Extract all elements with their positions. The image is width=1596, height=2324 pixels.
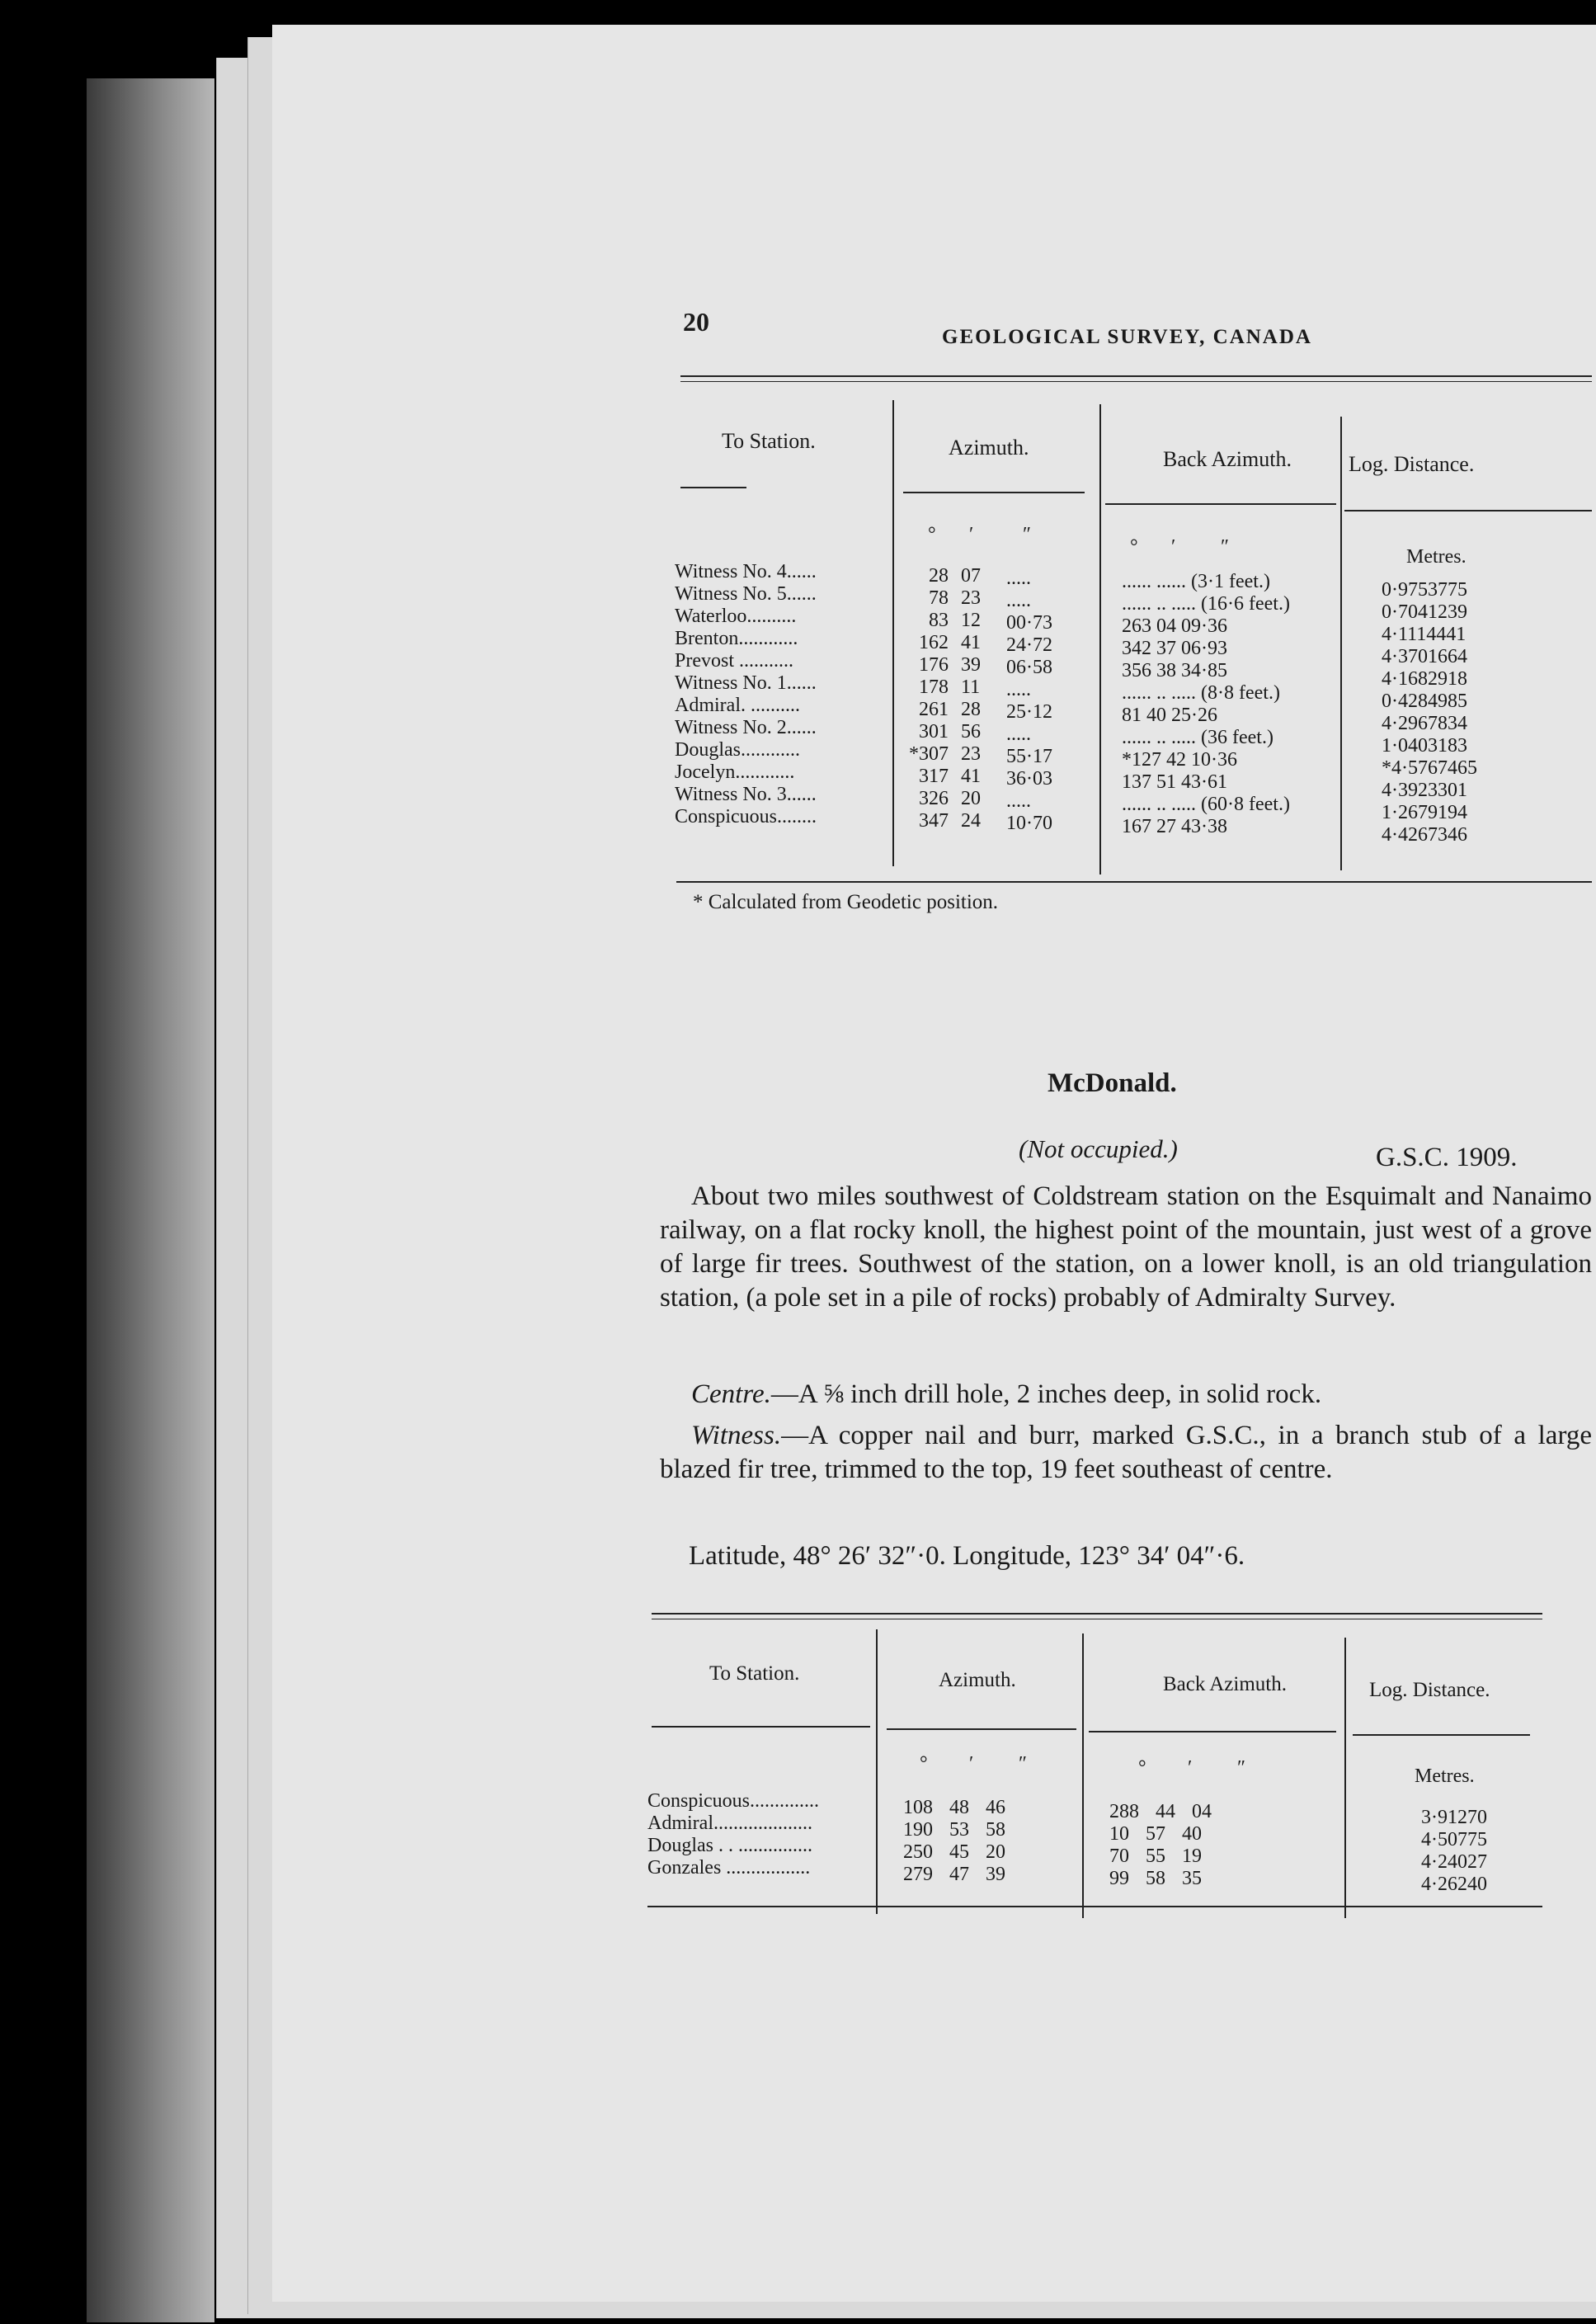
rule <box>680 487 746 488</box>
azimuth-minutes: 20 <box>961 788 981 809</box>
log-distance-column <box>1382 579 1505 846</box>
rule <box>647 1906 1542 1907</box>
occupation-status: (Not occupied.) <box>1019 1134 1178 1163</box>
azimuth-minutes: 41 <box>961 766 981 787</box>
azimuth-degrees: 176 <box>919 654 949 676</box>
azimuth-seconds: ..... <box>1006 790 1031 812</box>
azimuth-degrees: *307 <box>909 743 949 765</box>
rule <box>887 1728 1076 1730</box>
log-distance: *4·5767465 <box>1382 757 1477 779</box>
azimuth-degrees: 162 <box>919 632 949 653</box>
log-distance: 4·3701664 <box>1382 646 1467 667</box>
header-azimuth: Azimuth. <box>949 436 1029 460</box>
coordinates: Latitude, 48° 26′ 32″·0. Longitude, 123° 34′ 04″·6. <box>689 1541 1245 1571</box>
station-column <box>675 561 889 828</box>
rule <box>1353 1734 1530 1736</box>
station-name: Conspicuous........ <box>675 806 817 827</box>
back-azimuth: 70 55 19 <box>1109 1846 1202 1867</box>
centre-label: Centre. <box>691 1379 771 1409</box>
column-rule <box>892 400 894 866</box>
station-name: Conspicuous.............. <box>647 1790 820 1812</box>
back-azimuth: 263 04 09·36 <box>1122 615 1227 637</box>
back-azimuth-column <box>1122 571 1340 838</box>
unit-seconds: ″ <box>1237 1757 1245 1779</box>
column-rule <box>1344 1638 1346 1918</box>
back-azimuth: 99 58 35 <box>1109 1868 1202 1889</box>
station-name: Witness No. 4...... <box>675 561 817 582</box>
unit-metres: Metres. <box>1415 1765 1475 1787</box>
station-name: Admiral. .......... <box>675 695 800 716</box>
station-name: Witness No. 2...... <box>675 717 817 738</box>
back-azimuth: ...... .. ..... (60·8 feet.) <box>1122 794 1290 815</box>
azimuth-degrees: 326 <box>919 788 949 809</box>
unit-seconds: ″ <box>1221 536 1229 558</box>
back-azimuth: *127 42 10·36 <box>1122 749 1237 771</box>
station-name: Brenton............ <box>675 628 798 649</box>
unit-minutes: ′ <box>1188 1757 1193 1779</box>
station-description: About two miles southwest of Coldstream station on the Esquimalt and Nanaimo railway, on a flat rocky knoll, the highest point of the mountain, just west of a grove of large fir trees. Southwest of the station, on a lower knoll, is an old triangulation station, (a pole set in a pile of rocks) probably of Admiralty Survey. <box>660 1181 1592 1313</box>
station-name: Douglas . . ............... <box>647 1835 812 1856</box>
header-to-station: To Station. <box>709 1662 800 1685</box>
log-distance: 4·2967834 <box>1382 713 1467 734</box>
unit-seconds: ″ <box>1023 524 1031 545</box>
unit-minutes: ′ <box>1171 536 1176 558</box>
unit-degrees: ° <box>1130 536 1138 558</box>
log-distance: 1·0403183 <box>1382 735 1467 757</box>
log-distance: 4·24027 <box>1421 1851 1487 1873</box>
azimuth-degrees: 347 <box>919 810 949 832</box>
rule <box>1089 1731 1336 1732</box>
centre-text: —A ⅝ inch drill hole, 2 inches deep, in solid rock. <box>770 1379 1322 1409</box>
column-rule <box>1082 1633 1084 1918</box>
azimuth-minutes: 23 <box>961 743 981 765</box>
azimuth-seconds: 24·72 <box>1006 634 1052 656</box>
unit-seconds: ″ <box>1019 1753 1027 1775</box>
back-azimuth: 167 27 43·38 <box>1122 816 1227 837</box>
rule <box>680 375 1592 377</box>
log-distance: 4·4267346 <box>1382 824 1467 846</box>
centre-paragraph <box>660 1378 1592 1412</box>
section-title: McDonald. <box>1048 1068 1177 1098</box>
rule <box>680 381 1592 382</box>
log-distance-column <box>1421 1807 1520 1896</box>
log-distance: 0·4284985 <box>1382 691 1467 712</box>
azimuth-minutes-column <box>961 565 994 832</box>
azimuth-seconds: 06·58 <box>1006 657 1052 678</box>
unit-minutes: ′ <box>969 524 974 545</box>
rule <box>903 492 1085 493</box>
azimuth-minutes: 28 <box>961 699 981 720</box>
survey-reference: G.S.C. 1909. <box>1376 1143 1518 1172</box>
station-name: Waterloo.......... <box>675 606 797 627</box>
station-name: Douglas............ <box>675 739 800 761</box>
back-azimuth: ...... .. ..... (16·6 feet.) <box>1122 593 1290 615</box>
rule <box>1105 503 1336 505</box>
header-log-distance: Log. Distance. <box>1369 1679 1490 1701</box>
log-distance: 1·2679194 <box>1382 802 1467 823</box>
table-footnote: * Calculated from Geodetic position. <box>693 891 999 913</box>
log-distance: 4·1114441 <box>1382 624 1467 645</box>
station-column <box>647 1790 870 1879</box>
azimuth-degrees: 28 <box>929 565 949 587</box>
azimuth: 250 45 20 <box>903 1841 1005 1863</box>
document-page <box>272 25 1596 2302</box>
back-azimuth-column <box>1109 1801 1274 1890</box>
rule <box>652 1613 1542 1615</box>
azimuth-minutes: 56 <box>961 721 981 742</box>
azimuth-seconds-column <box>1006 568 1072 835</box>
log-distance: 3·91270 <box>1421 1807 1487 1828</box>
log-distance: 4·50775 <box>1421 1829 1487 1850</box>
station-name: Witness No. 5...... <box>675 583 817 605</box>
unit-metres: Metres. <box>1406 546 1467 568</box>
azimuth-seconds: ..... <box>1006 568 1031 589</box>
azimuth-minutes: 23 <box>961 587 981 609</box>
azimuth-seconds: 25·12 <box>1006 701 1052 723</box>
azimuth: 190 53 58 <box>903 1819 1005 1841</box>
header-back-azimuth: Back Azimuth. <box>1163 1673 1287 1695</box>
book-edge-shadow <box>87 78 214 2322</box>
rule <box>1344 510 1592 511</box>
azimuth-degrees: 78 <box>929 587 949 609</box>
log-distance: 4·3923301 <box>1382 780 1467 801</box>
log-distance: 0·7041239 <box>1382 601 1467 623</box>
azimuth-seconds: ..... <box>1006 724 1031 745</box>
azimuth-seconds: 55·17 <box>1006 746 1052 767</box>
header-to-station: To Station. <box>722 429 816 453</box>
azimuth-minutes: 24 <box>961 810 981 832</box>
azimuth-seconds: ..... <box>1006 590 1031 611</box>
back-azimuth: ...... .. ..... (36 feet.) <box>1122 727 1274 748</box>
back-azimuth: ...... .. ..... (8·8 feet.) <box>1122 682 1280 704</box>
unit-minutes: ′ <box>969 1753 974 1775</box>
station-name: Witness No. 3...... <box>675 784 817 805</box>
header-back-azimuth: Back Azimuth. <box>1163 447 1292 471</box>
azimuth-minutes: 41 <box>961 632 981 653</box>
azimuth-column <box>903 1797 1068 1886</box>
page-number: 20 <box>683 307 709 337</box>
station-name: Prevost ........... <box>675 650 793 672</box>
azimuth-degrees-column <box>907 565 949 832</box>
witness-label: Witness. <box>691 1421 782 1450</box>
azimuth-minutes: 07 <box>961 565 981 587</box>
azimuth-seconds: 36·03 <box>1006 768 1052 790</box>
azimuth-degrees: 83 <box>929 610 949 631</box>
station-name: Admiral.................... <box>647 1813 812 1834</box>
station-name: Witness No. 1...... <box>675 672 817 694</box>
azimuth-degrees: 301 <box>919 721 949 742</box>
header-azimuth: Azimuth. <box>939 1669 1016 1691</box>
witness-text: —A copper nail and burr, marked G.S.C., in a branch stub of a large blazed fir tree, trimmed to the top, 19 feet southeast of centre. <box>660 1421 1592 1484</box>
column-rule <box>1340 417 1342 870</box>
azimuth-degrees: 178 <box>919 676 949 698</box>
unit-degrees: ° <box>920 1753 928 1775</box>
column-rule <box>1099 404 1101 874</box>
back-azimuth: 356 38 34·85 <box>1122 660 1227 681</box>
back-azimuth: ...... ...... (3·1 feet.) <box>1122 571 1270 592</box>
log-distance: 4·26240 <box>1421 1874 1487 1895</box>
log-distance: 4·1682918 <box>1382 668 1467 690</box>
rule <box>652 1726 870 1728</box>
unit-degrees: ° <box>1138 1757 1146 1779</box>
log-distance: 0·9753775 <box>1382 579 1467 601</box>
running-title: GEOLOGICAL SURVEY, CANADA <box>942 326 1312 348</box>
witness-paragraph <box>660 1419 1592 1487</box>
station-name: Gonzales ................. <box>647 1857 811 1879</box>
azimuth-seconds: 10·70 <box>1006 813 1052 834</box>
azimuth-minutes: 12 <box>961 610 981 631</box>
azimuth-minutes: 39 <box>961 654 981 676</box>
azimuth-degrees: 317 <box>919 766 949 787</box>
azimuth-seconds: ..... <box>1006 679 1031 700</box>
header-log-distance: Log. Distance. <box>1349 452 1475 476</box>
azimuth: 279 47 39 <box>903 1864 1005 1885</box>
azimuth: 108 48 46 <box>903 1797 1005 1818</box>
azimuth-minutes: 11 <box>961 676 981 698</box>
back-azimuth: 81 40 25·26 <box>1122 705 1217 726</box>
back-azimuth: 10 57 40 <box>1109 1823 1202 1845</box>
azimuth-degrees: 261 <box>919 699 949 720</box>
azimuth-seconds: 00·73 <box>1006 612 1052 634</box>
back-azimuth: 342 37 06·93 <box>1122 638 1227 659</box>
back-azimuth: 137 51 43·61 <box>1122 771 1227 793</box>
rule <box>676 881 1592 883</box>
unit-degrees: ° <box>928 524 936 545</box>
back-azimuth: 288 44 04 <box>1109 1801 1212 1822</box>
station-name: Jocelyn............ <box>675 761 795 783</box>
column-rule <box>876 1629 878 1914</box>
